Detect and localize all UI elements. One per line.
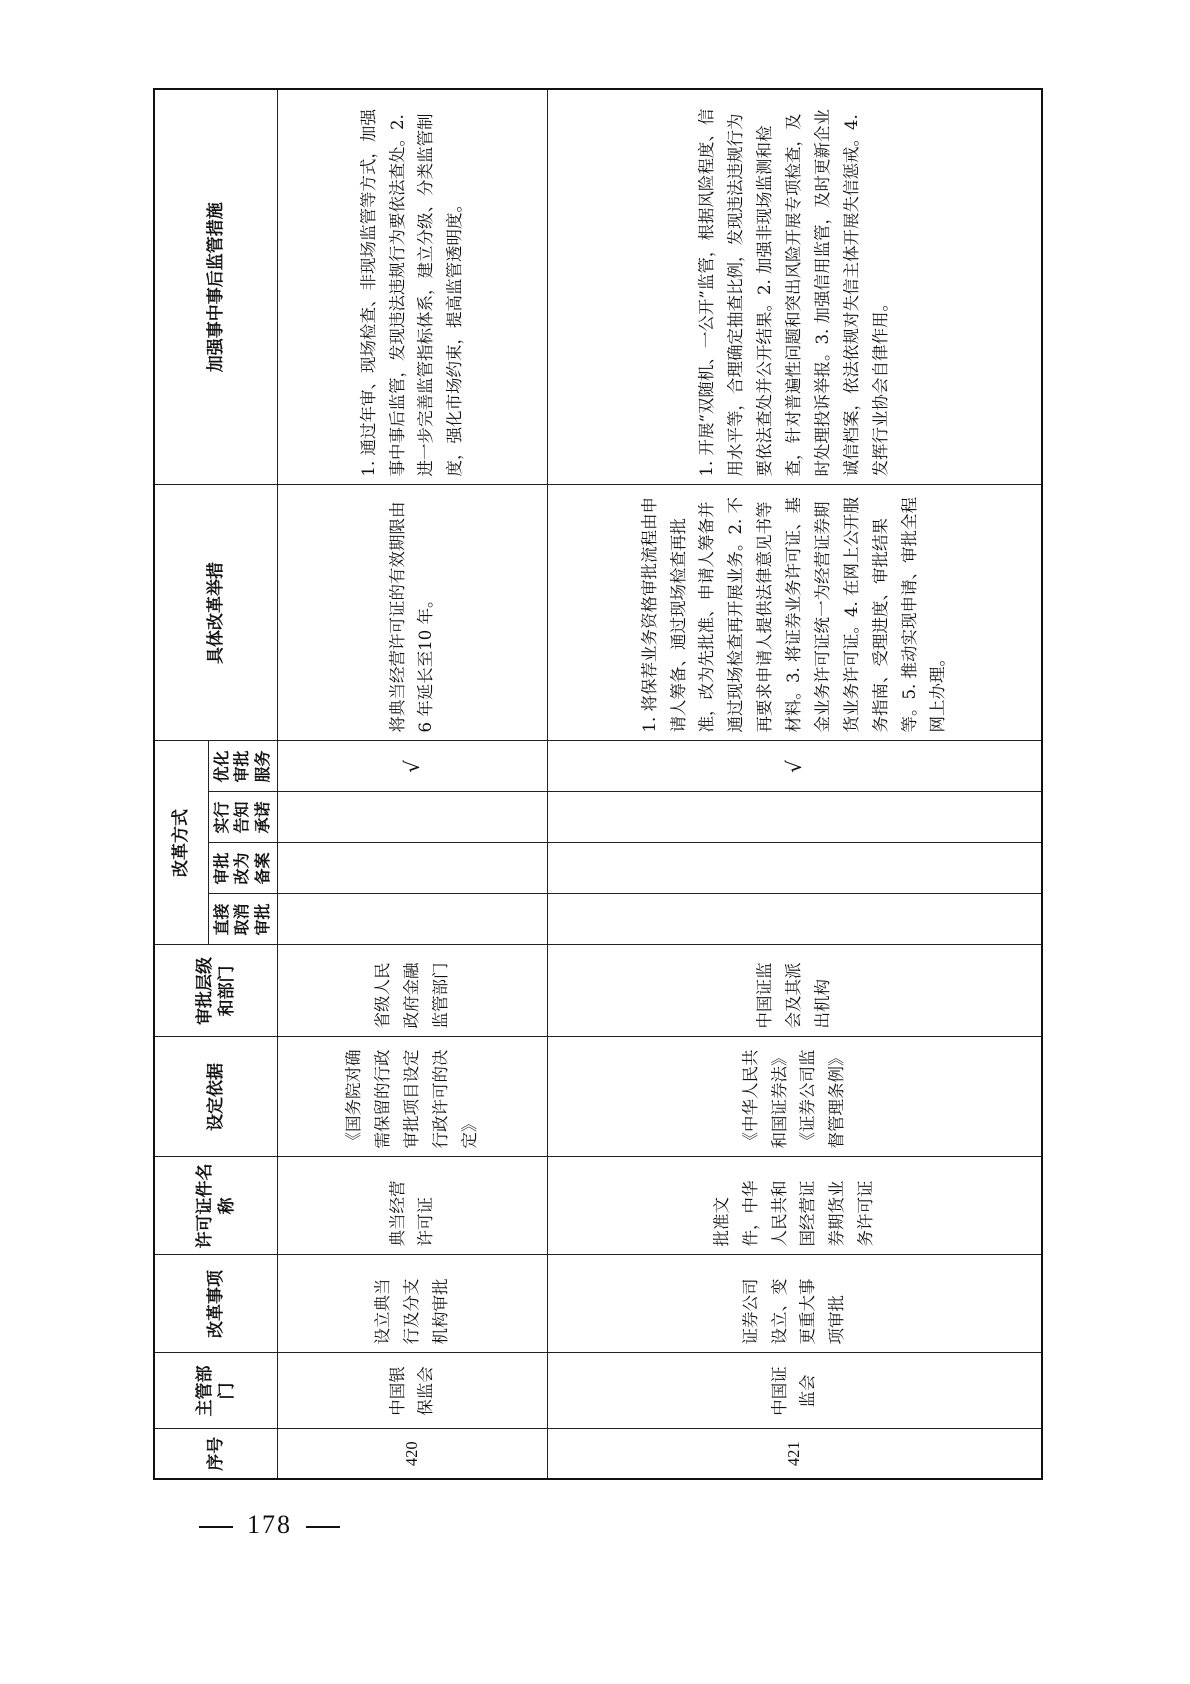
cell-dept: 中国证监会 [547,1353,1042,1429]
cell-seq: 420 [277,1429,547,1479]
header-measures: 具体改革举措 [154,485,277,741]
table-row [277,89,547,1479]
cell-dept: 中国银保监会 [277,1353,547,1429]
cell-item: 证券公司设立、变更重大事项审批 [547,1255,1042,1353]
reform-table [153,88,1043,1480]
header-mode-optimize: 优化审批服务 [208,741,277,792]
cell-basis: 《中华人民共和国证券法》《证券公司监督管理条例》 [547,1037,1042,1157]
cell-mode-filing [277,843,547,894]
header-dept: 主管部门 [154,1353,277,1429]
header-mode-commitment: 实行告知承诺 [208,792,277,843]
cell-mode-optimize: √ [547,741,1042,792]
rotated-table-container [153,108,1043,1480]
table-row [547,89,1042,1479]
header-row [154,89,208,1479]
cell-supervision: 1. 通过年审、现场检查、非现场监管等方式，加强事中事后监管，发现违法违规行为要依法查处。2. 进一步完善监管指标体系，建立分级、分类监管制度，强化市场约束，提高监管透明度。 [277,89,547,485]
cell-mode-cancel [277,894,547,945]
dash-left [199,1526,233,1528]
header-mode-filing: 审批改为备案 [208,843,277,894]
cell-license: 典当经营许可证 [277,1157,547,1255]
dash-right [306,1526,340,1528]
cell-seq: 421 [547,1429,1042,1479]
cell-mode-commitment [277,792,547,843]
cell-mode-optimize: √ [277,741,547,792]
header-basis: 设定依据 [154,1037,277,1157]
cell-basis: 《国务院对确需保留的行政审批项目设定行政许可的决定》 [277,1037,547,1157]
cell-measures: 1. 将保荐业务资格审批流程由申请人筹备、通过现场检查再批准，改为先批准、申请人筹备并通过现场检查再开展业务。2. 不再要求申请人提供法律意见书等材料。3. 将证券业务许可证、基金业务许可证统一为经营证券期货业务许可证。4. 在网上公开服务指南、受理进度、审批结果等。5. 推动实现申请、审批全程网上办理。 [547,485,1042,741]
header-reform-mode: 改革方式 [154,741,208,945]
cell-mode-commitment [547,792,1042,843]
header-level: 审批层级和部门 [154,945,277,1037]
page-number-text: 178 [247,1510,292,1539]
cell-mode-cancel [547,894,1042,945]
page-number [185,1510,354,1540]
cell-level: 省级人民政府金融监管部门 [277,945,547,1037]
cell-level: 中国证监会及其派出机构 [547,945,1042,1037]
header-supervision: 加强事中事后监管措施 [154,89,277,485]
cell-measures: 将典当经营许可证的有效期限由6 年延长至10 年。 [277,485,547,741]
header-item: 改革事项 [154,1255,277,1353]
header-license: 许可证件名称 [154,1157,277,1255]
cell-license: 批准文件，中华人民共和国经营证券期货业务许可证 [547,1157,1042,1255]
header-seq: 序号 [154,1429,277,1479]
cell-item: 设立典当行及分支机构审批 [277,1255,547,1353]
cell-supervision: 1. 开展“双随机、一公开”监管，根据风险程度、信用水平等，合理确定抽查比例，发现违法违规行为要依法查处并公开结果。2. 加强非现场监测和检查，针对普遍性问题和突出风险开展专项检查，及时处理投诉举报。3. 加强信用监管，及时更新企业诚信档案，依法依规对失信主体开展失信惩戒。4. 发挥行业协会自律作用。 [547,89,1042,485]
header-mode-cancel: 直接取消审批 [208,894,277,945]
cell-mode-filing [547,843,1042,894]
